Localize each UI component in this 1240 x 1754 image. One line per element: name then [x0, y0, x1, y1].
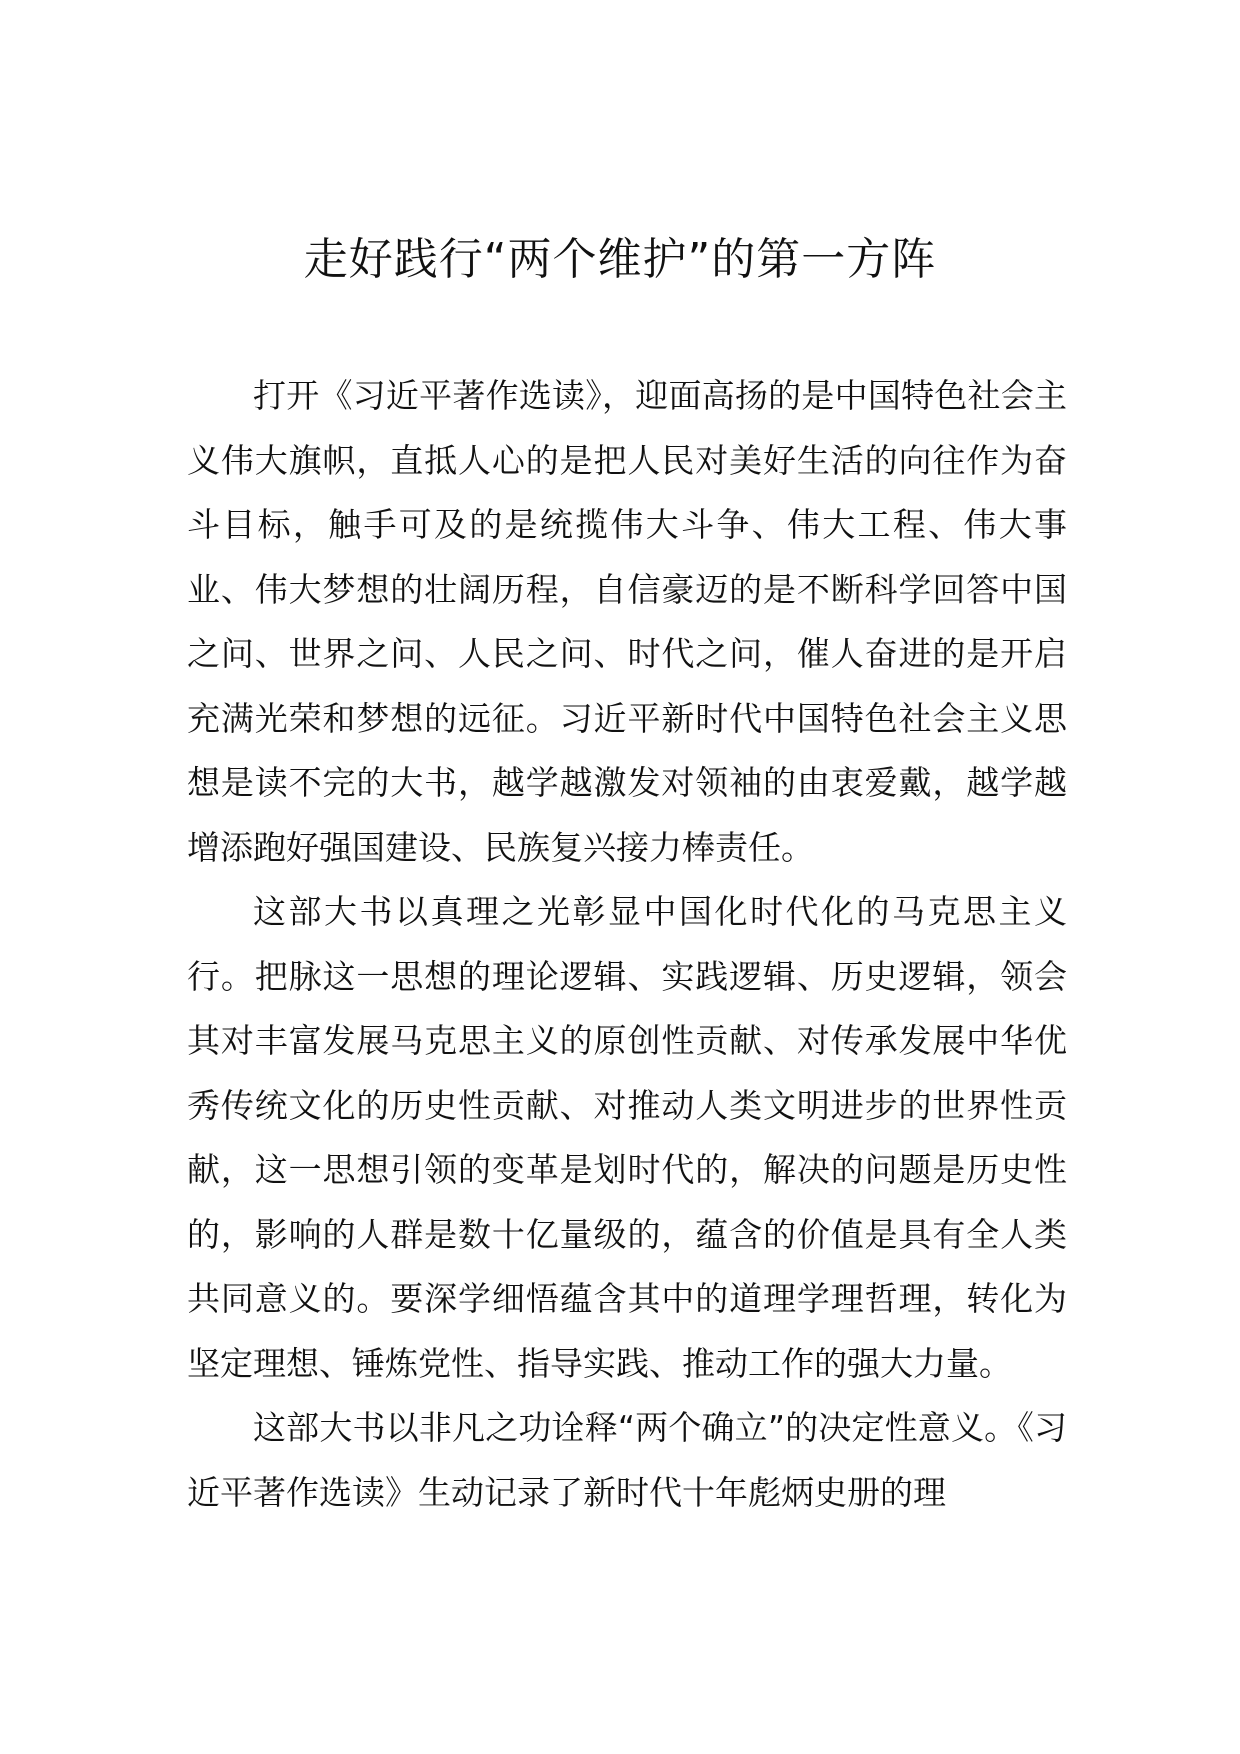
document-title: 走好践行“两个维护”的第一方阵	[303, 234, 937, 285]
paragraph-2: 这部大书以真理之光彰显中国化时代化的马克思主义行。把脉这一思想的理论逻辑、实践逻辑、历史逻辑，领会其对丰富发展马克思主义的原创性贡献、对传承发展中华优秀传统文化的历史性贡献、对推动人类文明进步的世界性贡献，这一思想引领的变革是划时代的，解决的问题是历史性的，影响的人群是数十亿量级的，蕴含的价值是具有全人类共同意义的。要深学细悟蕴含其中的道理学理哲理，转化为坚定理想、锤炼党性、指导实践、推动工作的强大力量。	[187, 892, 1067, 1383]
paragraph-1: 打开《习近平著作选读》，迎面高扬的是中国特色社会主义伟大旗帜，直抵人心的是把人民对美好生活的向往作为奋斗目标，触手可及的是统揽伟大斗争、伟大工程、伟大事业、伟大梦想的壮阔历程，自信豪迈的是不断科学回答中国之问、世界之问、人民之问、时代之问，催人奋进的是开启充满光荣和梦想的远征。习近平新时代中国特色社会主义思想是读不完的大书，越学越激发对领袖的由衷爱戴，越学越增添跑好强国建设、民族复兴接力棒责任。	[187, 376, 1067, 867]
paragraph-3: 这部大书以非凡之功诠释“两个确立”的决定性意义。《习近平著作选读》生动记录了新时代十年彪炳史册的理	[187, 1408, 1067, 1512]
document-body	[187, 364, 1067, 1525]
